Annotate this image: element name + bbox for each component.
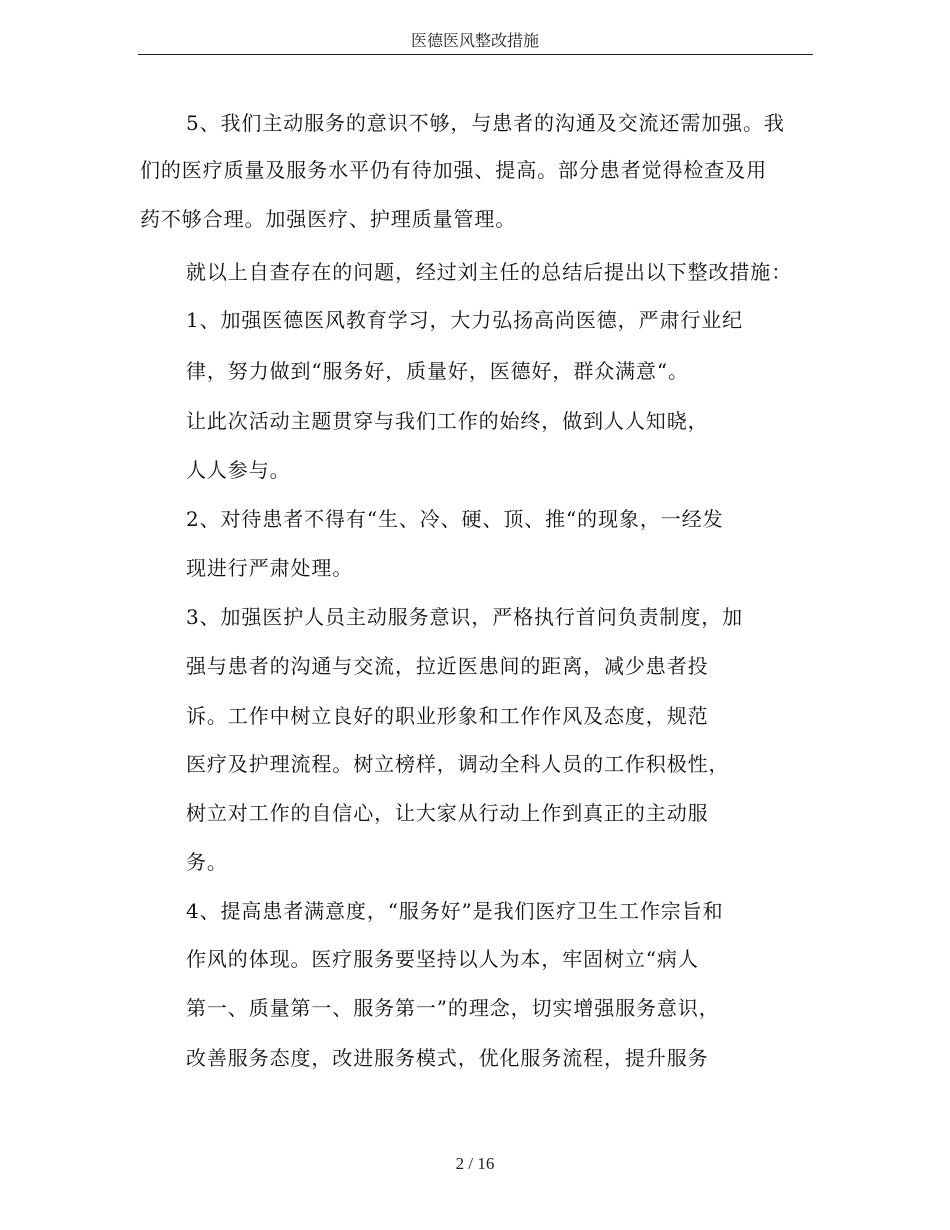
body-line: 5、我们主动服务的意识不够，与患者的沟通及交流还需加强。我 [186, 111, 785, 135]
body-line: 医疗及护理流程。树立榜样，调动全科人员的工作积极性， [186, 752, 730, 776]
body-line: 第一、质量第一、服务第一”的理念，切实增强服务意识， [186, 996, 720, 1020]
body-line: 4、提高患者满意度，“服务好”是我们医疗卫生工作宗旨和 [186, 899, 724, 923]
body-line: 让此次活动主题贯穿与我们工作的始终，做到人人知晓， [186, 409, 709, 433]
body-line: 现进行严肃处理。 [186, 556, 354, 580]
body-line: 改善服务态度，改进服务模式，优化服务流程，提升服务 [186, 1046, 709, 1070]
page-number: 2 / 16 [455, 1154, 495, 1173]
body-line: 作风的体现。医疗服务要坚持以人为本，牢固树立“病人 [186, 947, 699, 971]
body-line: 务。 [186, 850, 228, 874]
body-line: 就以上自查存在的问题，经过刘主任的总结后提出以下整改措施： [186, 260, 793, 284]
body-line: 人人参与。 [186, 458, 291, 482]
body-line: 诉。工作中树立良好的职业形象和工作作风及态度，规范 [186, 704, 709, 728]
page-header-title: 医德医风整改措施 [410, 31, 539, 50]
body-line: 树立对工作的自信心，让大家从行动上作到真正的主动服 [186, 801, 709, 825]
body-line: 律，努力做到“服务好，质量好，医德好，群众满意“。 [186, 359, 689, 383]
body-line: 们的医疗质量及服务水平仍有待加强、提高。部分患者觉得检查及用 [140, 158, 767, 182]
body-line: 3、加强医护人员主动服务意识，严格执行首问负责制度，加 [186, 605, 744, 629]
body-line: 2、对待患者不得有“生、冷、硬、顶、推“的现象，一经发 [186, 507, 724, 531]
body-line: 强与患者的沟通与交流，拉近医患间的距离，减少患者投 [186, 654, 709, 678]
header-divider [138, 54, 813, 55]
body-line: 药不够合理。加强医疗、护理质量管理。 [140, 207, 517, 231]
body-line: 1、加强医德医风教育学习，大力弘扬高尚医德，严肃行业纪 [186, 308, 744, 332]
